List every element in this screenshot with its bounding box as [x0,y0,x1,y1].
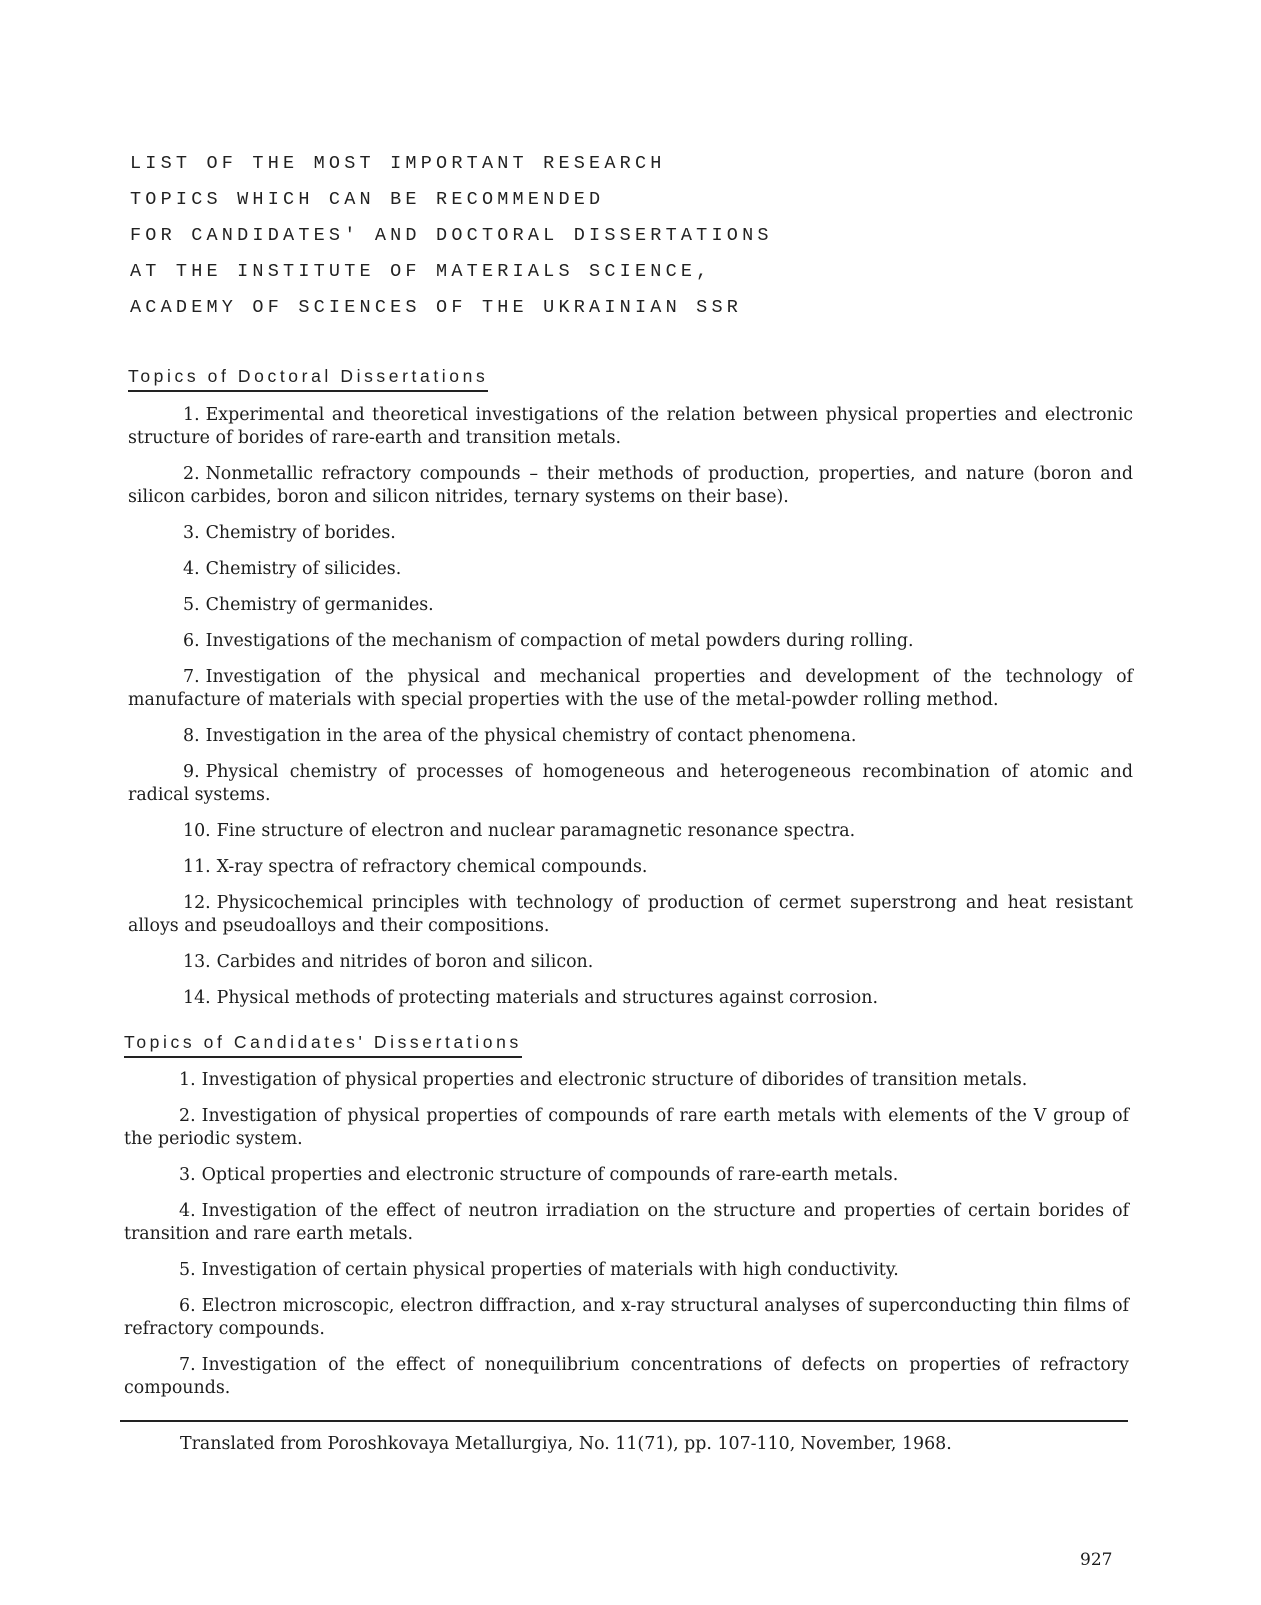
item-number: 5. [179,1260,196,1280]
list-item [124,1105,1129,1151]
list-item [128,463,1133,509]
title-line: AT THE INSTITUTE OF MATERIALS SCIENCE, [130,261,712,282]
item-number: 4. [179,1201,196,1221]
item-text: Electron microscopic, electron diffraction, and x-ray structural analyses of superconducting thin films of refractory compounds. [124,1296,1129,1339]
item-number: 4. [183,559,200,579]
item-text: Experimental and theoretical investigations of the relation between physical properties and electronic structure of borides of rare-earth and transition metals. [128,405,1133,448]
translation-note: Translated from Poroshkovaya Metallurgiya, No. 11(71), pp. 107-110, November, 1968. [180,1434,952,1454]
item-number: 12. [183,893,211,913]
item-text: X-ray spectra of refractory chemical compounds. [216,857,648,877]
item-number: 13. [183,952,211,972]
title-line: ACADEMY OF SCIENCES OF THE UKRAINIAN SSR [130,297,743,318]
item-number: 8. [183,726,200,746]
item-number: 14. [183,988,211,1008]
list-item [128,594,1133,617]
item-number: 1. [179,1070,196,1090]
item-text: Investigation of the effect of nonequilibrium concentrations of defects on properties of refractory compounds. [124,1355,1129,1398]
item-text: Physical chemistry of processes of homogeneous and heterogeneous recombination of atomic and radical systems. [128,762,1133,805]
title-line: TOPICS WHICH CAN BE RECOMMENDED [130,189,605,210]
list-item [124,1259,1129,1282]
item-number: 10. [183,821,211,841]
item-text: Physical methods of protecting materials and structures against corrosion. [216,988,878,1008]
list-item [128,404,1133,450]
item-text: Physicochemical principles with technology of production of cermet superstrong and heat resistant alloys and pseudoalloys and their compositions. [128,893,1133,936]
list-item [124,1200,1129,1246]
title-line: LIST OF THE MOST IMPORTANT RESEARCH [130,153,666,174]
list-item [128,630,1133,653]
footer-divider [120,1420,1128,1422]
list-item [128,725,1133,748]
list-item [128,761,1133,807]
item-text: Investigation of the physical and mechanical properties and development of the technology of manufacture of materials with special properties with the use of the metal-powder rolling method. [128,667,1133,710]
list-item [128,820,1133,843]
item-text: Investigation of certain physical properties of materials with high conductivity. [201,1260,899,1280]
doctoral-section-heading: Topics of Doctoral Dissertations [128,366,488,392]
list-item [124,1295,1129,1341]
item-text: Carbides and nitrides of boron and silicon. [216,952,594,972]
list-item [124,1164,1129,1187]
list-item [128,558,1133,581]
list-item [124,1069,1129,1092]
list-item [128,951,1133,974]
item-text: Investigation of physical properties of compounds of rare earth metals with elements of the V group of the periodic system. [124,1106,1129,1149]
item-text: Chemistry of germanides. [205,595,434,615]
list-item [128,522,1133,545]
list-item [128,666,1133,712]
item-number: 3. [179,1165,196,1185]
item-number: 2. [183,464,200,484]
item-number: 3. [183,523,200,543]
item-text: Optical properties and electronic structure of compounds of rare-earth metals. [201,1165,899,1185]
item-number: 6. [179,1296,196,1316]
item-text: Fine structure of electron and nuclear paramagnetic resonance spectra. [216,821,856,841]
candidates-section-heading: Topics of Candidates' Dissertations [124,1032,522,1058]
item-text: Chemistry of borides. [205,523,396,543]
item-text: Chemistry of silicides. [205,559,402,579]
item-text: Nonmetallic refractory compounds – their methods of production, properties, and nature (boron and silicon carbides, boron and silicon nitrides, ternary systems on their base). [128,464,1133,507]
candidates-topics-list [124,1069,1129,1413]
item-number: 9. [183,762,200,782]
item-number: 5. [183,595,200,615]
item-text: Investigation of physical properties and electronic structure of diborides of transition metals. [201,1070,1028,1090]
item-number: 1. [183,405,200,425]
list-item [128,892,1133,938]
item-number: 7. [179,1355,196,1375]
list-item [128,987,1133,1010]
doctoral-topics-list [128,404,1133,1023]
list-item [128,856,1133,879]
page-number: 927 [1080,1550,1113,1570]
list-item [124,1354,1129,1400]
document-title [130,146,773,326]
item-text: Investigations of the mechanism of compaction of metal powders during rolling. [205,631,914,651]
title-line: FOR CANDIDATES' AND DOCTORAL DISSERTATIONS [130,225,773,246]
item-number: 6. [183,631,200,651]
item-text: Investigation of the effect of neutron irradiation on the structure and properties of certain borides of transition and rare earth metals. [124,1201,1129,1244]
item-text: Investigation in the area of the physical chemistry of contact phenomena. [205,726,857,746]
item-number: 11. [183,857,211,877]
item-number: 7. [183,667,200,687]
item-number: 2. [179,1106,196,1126]
